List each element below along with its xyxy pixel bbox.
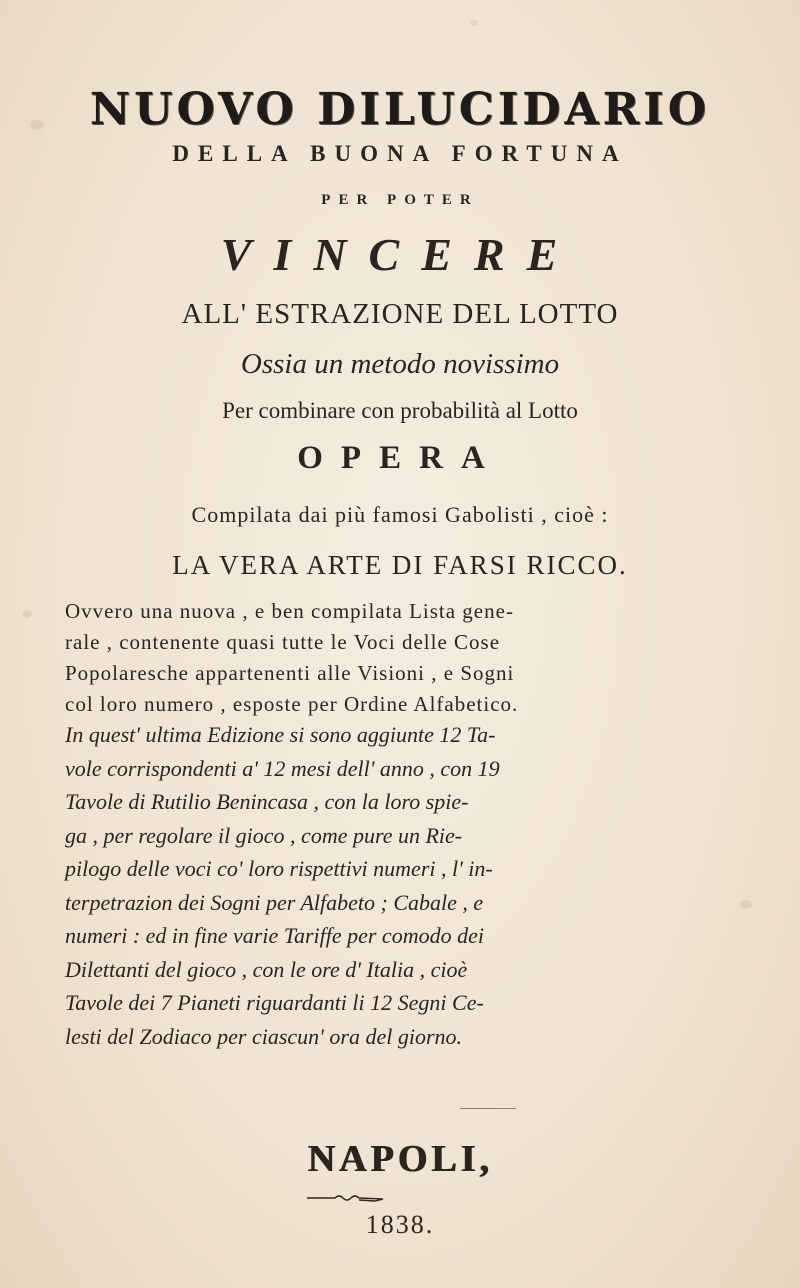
paragraph-line: Popolaresche appartenenti alle Visioni , e Sogni bbox=[65, 661, 515, 685]
paragraph-line: lesti del Zodiaco per ciascun' ora del giorno. bbox=[65, 1023, 462, 1049]
ossia-line: Ossia un metodo novissimo bbox=[240, 348, 560, 380]
paragraph-line: Tavole dei 7 Pianeti riguardanti li 12 Segni Ce- bbox=[65, 990, 484, 1015]
imprint-year: 1838. bbox=[365, 1210, 435, 1239]
opera-heading: OPERA bbox=[297, 440, 503, 476]
paragraph-line: pilogo delle voci co' loro rispettivi numeri , l' in- bbox=[65, 856, 493, 881]
paragraph-line: vole corrispondenti a' 12 mesi dell' anno , con 19 bbox=[65, 755, 500, 781]
paragraph-line: Dilettanti del gioco , con le ore d' Italia , cioè bbox=[65, 956, 468, 982]
subtitle: DELLA BUONA FORTUNA bbox=[172, 141, 628, 166]
foxing-spot bbox=[470, 20, 478, 26]
edition-paragraph bbox=[65, 718, 665, 1053]
paragraph-line: ga , per regolare il gioco , come pure un Rie- bbox=[65, 822, 463, 848]
paragraph-line: In quest' ultima Edizione si sono aggiunte 12 Ta- bbox=[65, 722, 496, 747]
paragraph-line: col loro numero , esposte per Ordine Alfabetico. bbox=[65, 692, 519, 716]
compilata-line: Compilata dai più famosi Gabolisti , cioè : bbox=[191, 502, 609, 527]
divider-rule bbox=[460, 1108, 516, 1109]
estrazione-line: ALL' ESTRAZIONE DEL LOTTO bbox=[181, 298, 619, 330]
gothic-title: NUOVO DILUCIDARIO bbox=[89, 84, 711, 135]
vera-arte-line: LA VERA ARTE DI FARSI RICCO. bbox=[172, 550, 628, 580]
ornament-icon bbox=[305, 1192, 385, 1204]
foxing-spot bbox=[22, 610, 32, 618]
imprint-place: NAPOLI, bbox=[307, 1138, 493, 1180]
description-paragraph bbox=[65, 596, 665, 720]
per-poter: PER POTER bbox=[321, 192, 479, 208]
paragraph-line: rale , contenente quasi tutte le Voci delle Cose bbox=[65, 630, 501, 654]
paragraph-line: numeri : ed in fine varie Tariffe per comodo dei bbox=[65, 923, 484, 948]
paragraph-line: Ovvero una nuova , e ben compilata Lista gene- bbox=[65, 599, 514, 623]
combinare-line: Per combinare con probabilità al Lotto bbox=[222, 398, 578, 423]
vincere-heading: VINCERE bbox=[220, 229, 580, 280]
paragraph-line: terpetrazion dei Sogni per Alfabeto ; Cabale , e bbox=[65, 889, 484, 915]
paragraph-line: Tavole di Rutilio Benincasa , con la loro spie- bbox=[65, 789, 469, 814]
foxing-spot bbox=[740, 900, 752, 909]
